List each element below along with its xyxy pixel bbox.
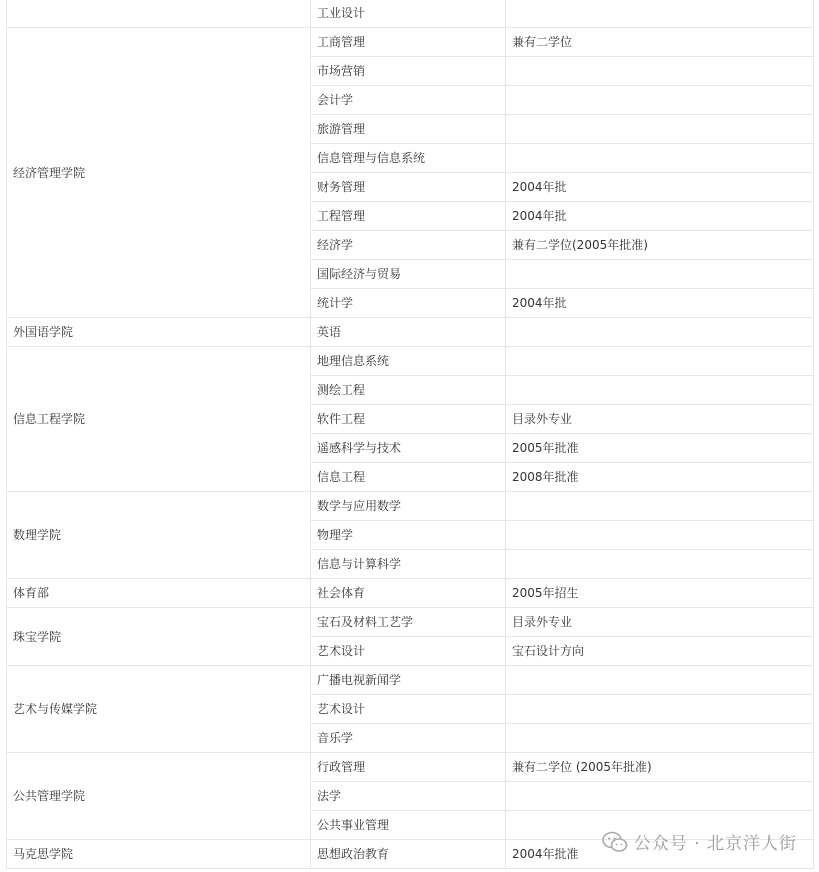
majors-table-container	[6, 0, 813, 869]
note-cell: 2005年批准	[506, 434, 814, 463]
major-cell: 公共事业管理	[311, 811, 506, 840]
note-cell: 兼有二学位 (2005年批准)	[506, 753, 814, 782]
major-cell: 工业设计	[311, 0, 506, 28]
table-row	[7, 347, 814, 376]
major-cell: 国际经济与贸易	[311, 260, 506, 289]
note-cell: 2004年批	[506, 289, 814, 318]
note-cell: 2004年批准	[506, 840, 814, 869]
major-cell: 信息与计算科学	[311, 550, 506, 579]
note-cell	[506, 144, 814, 173]
major-cell: 统计学	[311, 289, 506, 318]
college-cell: 数理学院	[7, 492, 311, 579]
major-cell: 旅游管理	[311, 115, 506, 144]
note-cell: 2004年批	[506, 202, 814, 231]
major-cell: 社会体育	[311, 579, 506, 608]
major-cell: 物理学	[311, 521, 506, 550]
college-cell: 珠宝学院	[7, 608, 311, 666]
table-row	[7, 492, 814, 521]
wechat-icon	[602, 831, 628, 853]
major-cell: 广播电视新闻学	[311, 666, 506, 695]
table-row	[7, 753, 814, 782]
college-cell: 外国语学院	[7, 318, 311, 347]
note-cell	[506, 782, 814, 811]
note-cell	[506, 318, 814, 347]
college-cell: 体育部	[7, 579, 311, 608]
college-cell: 公共管理学院	[7, 753, 311, 840]
note-cell	[506, 86, 814, 115]
note-cell	[506, 521, 814, 550]
table-row	[7, 579, 814, 608]
note-cell	[506, 695, 814, 724]
major-cell: 英语	[311, 318, 506, 347]
major-cell: 宝石及材料工艺学	[311, 608, 506, 637]
college-cell: 艺术与传媒学院	[7, 666, 311, 753]
major-cell: 经济学	[311, 231, 506, 260]
note-cell: 2008年批准	[506, 463, 814, 492]
college-cell: 马克思学院	[7, 840, 311, 869]
major-cell: 工商管理	[311, 28, 506, 57]
major-cell: 行政管理	[311, 753, 506, 782]
note-cell	[506, 347, 814, 376]
major-cell: 市场营销	[311, 57, 506, 86]
watermark	[602, 829, 797, 854]
major-cell: 艺术设计	[311, 695, 506, 724]
major-cell: 软件工程	[311, 405, 506, 434]
note-cell: 兼有二学位(2005年批准)	[506, 231, 814, 260]
major-cell: 信息管理与信息系统	[311, 144, 506, 173]
major-cell: 测绘工程	[311, 376, 506, 405]
major-cell: 法学	[311, 782, 506, 811]
table-row	[7, 608, 814, 637]
note-cell	[506, 666, 814, 695]
college-cell: 信息工程学院	[7, 347, 311, 492]
note-cell	[506, 724, 814, 753]
note-cell	[506, 550, 814, 579]
note-cell	[506, 115, 814, 144]
major-cell: 思想政治教育	[311, 840, 506, 869]
table-row	[7, 28, 814, 57]
major-cell: 地理信息系统	[311, 347, 506, 376]
note-cell	[506, 0, 814, 28]
major-cell: 信息工程	[311, 463, 506, 492]
note-cell: 2005年招生	[506, 579, 814, 608]
note-cell	[506, 376, 814, 405]
note-cell: 目录外专业	[506, 608, 814, 637]
note-cell	[506, 260, 814, 289]
watermark-text: 公众号 · 北京洋人街	[633, 834, 797, 854]
major-cell: 会计学	[311, 86, 506, 115]
note-cell	[506, 57, 814, 86]
major-cell: 财务管理	[311, 173, 506, 202]
table-row	[7, 318, 814, 347]
note-cell: 兼有二学位	[506, 28, 814, 57]
major-cell: 数学与应用数学	[311, 492, 506, 521]
college-cell: 经济管理学院	[7, 28, 311, 318]
note-cell: 宝石设计方向	[506, 637, 814, 666]
note-cell	[506, 492, 814, 521]
note-cell: 目录外专业	[506, 405, 814, 434]
note-cell: 2004年批	[506, 173, 814, 202]
majors-table	[6, 0, 814, 869]
table-row	[7, 666, 814, 695]
major-cell: 工程管理	[311, 202, 506, 231]
major-cell: 遥感科学与技术	[311, 434, 506, 463]
college-cell	[7, 0, 311, 28]
major-cell: 音乐学	[311, 724, 506, 753]
majors-table-body	[7, 0, 814, 869]
major-cell: 艺术设计	[311, 637, 506, 666]
table-row	[7, 0, 814, 28]
